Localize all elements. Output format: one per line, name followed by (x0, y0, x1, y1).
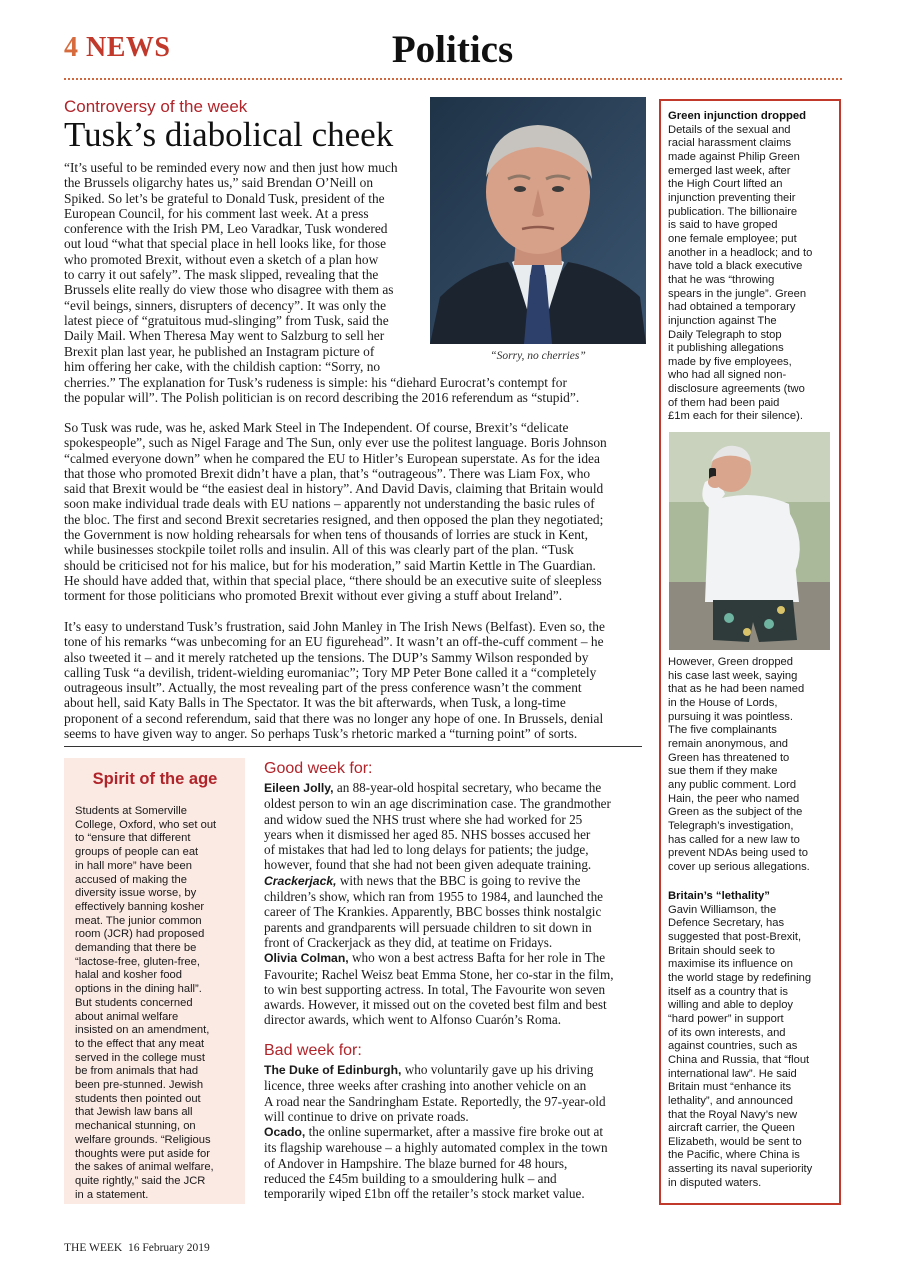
text-line: Elizabeth, would be sent to (668, 1135, 802, 1148)
text-line: spokespeople”, such as Nigel Farage and The Sun, only ever use the politest language. Boris Johnson (64, 435, 607, 451)
text-line: “evil beings, sinners, disrupters of decency”. It was only the (64, 297, 387, 313)
bad-week-heading: Bad week for: (264, 1042, 362, 1059)
text-line: of Andover in Hampshire. The blaze burned for 48 hours, (264, 1155, 568, 1171)
text-line: demanding that there be (75, 942, 197, 955)
article-headline: Tusk’s diabolical cheek (64, 115, 394, 154)
text-line: Spiked. So let’s be grateful to Donald Tusk, president of the (64, 190, 385, 206)
item-lead: The Duke of Edinburgh, (264, 1063, 402, 1077)
text-line: Green as the subject of the (668, 806, 803, 819)
text-line: It’s easy to understand Tusk’s frustration, said John Manley in The Irish News (Belfast). Even so, the (64, 619, 605, 634)
text-line: his case last week, saying (668, 669, 798, 682)
man-on-phone-photo (669, 432, 830, 650)
article-kicker: Controversy of the week (64, 97, 248, 116)
text-line: welfare grounds. “Religious (75, 1133, 211, 1146)
text-line: Telegraph’s investigation, (668, 819, 794, 832)
text-line: thoughts were put aside for (75, 1147, 210, 1160)
text-line: quite rightly,” said the JCR (75, 1174, 206, 1187)
text-line: Brexit plan last year, he published an Instagram picture of (64, 343, 375, 359)
text-line: “calmed everyone down” when he compared the EU to Hitler’s European superstate. As for the idea (64, 450, 600, 466)
section-name: NEWS (86, 32, 171, 63)
text-line: itself as a country that is (668, 985, 789, 998)
sidebar-story-2 (668, 890, 812, 1190)
text-line: Students at Somerville (75, 805, 187, 817)
text-line: He should have added that, within that special place, “there should be an executive suite of sleepless (64, 572, 602, 588)
portrait-illustration (430, 97, 646, 344)
text-line: the popular will”. The Polish politician is on record describing the 2016 referendum as “stupid”. (64, 390, 580, 406)
text-line: awards. However, it missed out on the coveted best film and best (264, 997, 607, 1013)
text-line: be from animals that had (75, 1065, 199, 1078)
text-line: effectively banning kosher (75, 900, 205, 913)
list-item-first-line (264, 1124, 644, 1140)
text-line: room (JCR) had proposed (75, 928, 205, 941)
text-line: any public comment. Lord (668, 778, 797, 791)
text-line: temporarily wiped £1bn off the retailer’s stock market value. (264, 1186, 585, 1202)
text-line: disclosure agreements (two (668, 383, 805, 396)
item-text: with news that the BBC is going to revive the (336, 872, 581, 888)
sidebar-story-1-cont (668, 656, 810, 875)
text-line: is said to have groped (668, 219, 778, 232)
text-line: sue them if they make (668, 765, 778, 778)
text-line: outrageous insult”. Actually, the most revealing part of the press conference wasn’t the comment (64, 680, 582, 696)
text-line: of its own interests, and (668, 1026, 786, 1039)
text-line: should be criticised not for his malice, but for his moderation,” said Martin Kettle in The Guardian. (64, 557, 596, 573)
item-text: who won a best actress Bafta for her role in The (348, 950, 606, 966)
text-line: Details of the sexual and (668, 123, 791, 136)
text-line: however, found that she had not been given adequate training. (264, 857, 592, 873)
text-line: in a statement. (75, 1188, 149, 1201)
text-line: that the Royal Navy’s new (668, 1108, 798, 1121)
text-line: emerged last week, after (668, 164, 791, 177)
text-line: spears in the jungle”. Green (668, 287, 807, 300)
header-divider (64, 78, 842, 80)
text-line: Brussels elite really do view those who disagree with them as (64, 282, 394, 298)
text-line: aircraft carrier, the Queen (668, 1122, 795, 1135)
text-line: the world stage by redefining (668, 971, 812, 984)
text-line: Hain, the peer who named (668, 792, 800, 805)
article-paragraph-1 (64, 160, 426, 374)
spirit-of-the-age-box (64, 758, 245, 1204)
text-line: calling Tusk “a devilish, trident-wielding euromaniac”; Tory MP Peter Bone called it a “completely (64, 664, 597, 680)
text-line: children’s show, which ran from 1955 to 1984, and launched the (264, 889, 604, 905)
text-line: also tweeted it – and it merely ratcheted up the tensions. The DUP’s Sammy Wilson responded by (64, 649, 589, 665)
text-line: However, Green dropped (668, 656, 794, 668)
text-line: who had all signed non- (668, 369, 787, 382)
text-line: who promoted Brexit, without even a sketch of a plan how (64, 251, 379, 267)
section-number: 4 (64, 32, 79, 63)
text-line: students then pointed out (75, 1092, 201, 1105)
text-line: it publishing allegations (668, 342, 784, 355)
text-line: £1m each for their silence). (668, 410, 803, 423)
text-line: the Pacific, where China is (668, 1149, 800, 1162)
item-lead: Ocado, (264, 1125, 306, 1140)
photo-caption: “Sorry, no cherries” (490, 350, 586, 362)
text-line: China and Russia, that “flout (668, 1053, 810, 1066)
text-line: to “ensure that different (75, 832, 191, 845)
item-lead: Olivia Colman, (264, 951, 349, 966)
text-line: accused of making the (75, 873, 187, 886)
text-line: about animal welfare (75, 1010, 179, 1023)
text-line: that those who promoted Brexit didn’t have a plan, that’s “outrageous”. There was Liam Fox, who (64, 465, 591, 481)
portrait-photo (430, 97, 646, 344)
item-lead: Crackerjack, (264, 873, 337, 888)
text-line: had obtained a temporary (668, 301, 796, 314)
text-line: cherries.” The explanation for Tusk’s rudeness is simple: his “diehard Eurocrat’s contempt for (64, 375, 567, 390)
text-line: the bloc. The first and second Brexit secretaries resigned, and then opposed the plan they negotiated; (64, 511, 604, 527)
text-line: has called for a new law to (668, 833, 800, 846)
text-line: served in the college must (75, 1051, 205, 1064)
text-line: seems to have given way to anger. So perhaps Tusk’s rhetoric marked a “turning point” of sorts. (64, 726, 578, 742)
text-line: reduced the £45m building to a smouldering hulk – and (264, 1171, 557, 1187)
text-line: remain anonymous, and (668, 737, 789, 750)
spirit-body (75, 805, 235, 1202)
text-line: have told a black executive (668, 260, 803, 273)
item-lead: Eileen Jolly, (264, 781, 334, 795)
text-line: Gavin Williamson, the (668, 903, 777, 916)
list-item-first-line (264, 950, 644, 966)
text-line: oldest person to win an age discrimination case. The grandmother (264, 796, 611, 812)
text-line: soon make individual trade deals with EU nations – apparently not understanding the basic rules of (64, 496, 595, 512)
text-line: latest piece of “gratuitous mud-slinging” from Tusk, said the (64, 312, 389, 328)
text-line: the sakes of animal welfare, (75, 1161, 214, 1174)
text-line: European Council, for his comment last week. At a press (64, 205, 369, 221)
text-line: torment for those politicians who promoted Brexit without ever giving a stuff about Ireland”. (64, 588, 563, 604)
article-paragraph-3 (64, 619, 644, 741)
text-line: the Brussels oligarchy hates us,” said Brendan O’Neill on (64, 175, 374, 191)
text-line: front of Crackerjack as they did, at teatime on Fridays. (264, 934, 553, 950)
text-line: The five complainants (668, 724, 777, 737)
man-on-phone-illustration (669, 432, 830, 650)
text-line: the Government is now holding rehearsals for when tens of thousands of lorries are stuck in Kent, (64, 527, 588, 543)
text-line: in hall more” have been (75, 859, 192, 872)
sidebar-story-1-heading: Green injunction dropped (668, 110, 807, 122)
article-divider (64, 746, 642, 747)
text-line: maximise its influence on (668, 958, 793, 971)
text-line: “It’s useful to be reminded every now and then just how much (64, 160, 398, 175)
text-line: diversity issue worse, by (75, 887, 197, 900)
text-line: publication. The billionaire (668, 205, 798, 218)
text-line: tone of his remarks “was unbecoming for an EU figurehead”. It wasn’t an off-the-cuff comment – he (64, 634, 604, 650)
text-line: groups of people can eat (75, 846, 199, 859)
text-line: said that Brexit would be “the easiest deal in history”. And David Davis, claiming that Britain would (64, 481, 604, 497)
text-line: College, Oxford, who set out (75, 818, 217, 831)
text-line: made against Philip Green (668, 150, 800, 163)
bad-week-list (264, 1062, 644, 1202)
text-line: A road near the Sandringham Estate. Reportedly, the 97-year-old (264, 1093, 606, 1109)
text-line: licence, three weeks after crashing into another vehicle on an (264, 1078, 587, 1094)
article-paragraph-2 (64, 420, 644, 604)
item-text: who voluntarily gave up his driving (401, 1062, 594, 1077)
sidebar-story-1 (668, 110, 812, 424)
text-line: that as he had been named (668, 683, 805, 696)
text-line: So Tusk was rude, was he, asked Mark Steel in The Independent. Of course, Brexit’s “delicate (64, 420, 569, 435)
text-line: years when it dismissed her aged 85. NHS bosses accused her (264, 826, 591, 842)
text-line: options in the dining hall”. (75, 983, 202, 996)
text-line: director awards, which went to Alfonso Cuarón’s Roma. (264, 1012, 562, 1028)
sidebar-story-2-heading: Britain’s “lethality” (668, 890, 770, 902)
text-line: international law”. He said (668, 1067, 797, 1080)
text-line: another in a headlock; and to (668, 246, 813, 259)
text-line: of mistakes that had led to long delays for patients; the judge, (264, 842, 589, 858)
text-line: in disputed waters. (668, 1176, 762, 1189)
list-item-first-line (264, 1062, 644, 1078)
text-line: conference with the Irish PM, Leo Varadkar, Tusk wondered (64, 221, 388, 237)
text-line: been pre-stunned. Jewish (75, 1079, 204, 1092)
text-line: while businesses stockpile toilet rolls and insulin. All of this was clearly part of the plan. “Tusk (64, 542, 574, 558)
text-line: and widow sued the NHS trust where she had worked for 25 (264, 811, 583, 827)
text-line: “lactose-free, gluten-free, (75, 955, 200, 968)
text-line: one female employee; put (668, 232, 797, 245)
text-line: meat. The junior common (75, 914, 202, 927)
text-line: Green has threatened to (668, 751, 790, 764)
text-line: that he was “throwing (668, 273, 775, 286)
text-line: mechanical stunning, on (75, 1120, 196, 1133)
text-line: halal and kosher food (75, 969, 182, 982)
text-line: to win best supporting actress. In total, The Favourite won seven (264, 981, 606, 997)
text-line: against countries, such as (668, 1040, 798, 1053)
page-title: Politics (391, 28, 514, 71)
text-line: in the House of Lords, (668, 696, 778, 709)
text-line: Daily Telegraph to stop (668, 328, 782, 341)
item-text: an 88-year-old hospital secretary, who became the (333, 780, 602, 795)
text-line: prevent NDAs being used to (668, 847, 808, 860)
text-line: suggested that post-Brexit, (668, 930, 802, 943)
text-line: willing and able to deploy (668, 999, 794, 1012)
text-line: cover up serious allegations. (668, 860, 810, 873)
text-line: proponent of a second referendum, said that there was no longer any hope of one. In Brussels, denial (64, 710, 604, 726)
text-line: Daily Mail. When Theresa May went to Salzburg to sell her (64, 328, 385, 344)
text-line: injunction against The (668, 314, 777, 327)
text-line: to carry it out safely”. The mask slipped, revealing that the (64, 267, 379, 283)
text-line: parents and grandparents will persuade children to sit down in (264, 919, 592, 935)
text-line: to the effect that any meat (75, 1037, 205, 1050)
spirit-title: Spirit of the age (92, 770, 218, 788)
text-line: injunction preventing their (668, 191, 796, 204)
good-week-heading: Good week for: (264, 760, 373, 777)
text-line: “hard power” in support (668, 1012, 784, 1025)
text-line: of them had been paid (668, 396, 780, 409)
list-item-first-line (264, 873, 644, 889)
text-line: Favourite; Rachel Weisz beat Emma Stone, her co-star in the film, (264, 966, 614, 982)
text-line: pursuing it was pointless. (668, 710, 793, 723)
text-line: him offering her cake, with the childish caption: “Sorry, no (64, 358, 381, 374)
text-line: Britain must “enhance its (668, 1081, 792, 1094)
text-line: its flagship warehouse – a highly automated complex in the town (264, 1140, 608, 1156)
text-line: But students concerned (75, 996, 193, 1009)
text-line: career of The Krankies. Apparently, BBC bosses think nostalgic (264, 904, 602, 920)
article-paragraph-1-cont (64, 375, 644, 406)
text-line: insisted on an amendment, (75, 1024, 210, 1037)
text-line: racial harassment claims (668, 137, 792, 150)
good-week-list (264, 780, 644, 1028)
page-footer: THE WEEK 16 February 2019 (64, 1242, 210, 1254)
text-line: lethality”, and announced (668, 1094, 794, 1107)
text-line: Defence Secretary, has (668, 917, 785, 930)
text-line: made by five employees, (668, 355, 792, 368)
text-line: that Jewish law bans all (75, 1106, 193, 1119)
item-text: the online supermarket, after a massive fire broke out at (305, 1124, 604, 1140)
text-line: the High Court lifted an (668, 178, 783, 191)
text-line: out loud “what that special place in hell looks like, for those (64, 236, 387, 252)
text-line: about hell, said Katy Balls in The Spectator. It was the bit afterwards, when Tusk, a long-time (64, 695, 566, 711)
text-line: will continue to drive on private roads. (264, 1108, 469, 1124)
text-line: Britain should seek to (668, 944, 775, 957)
list-item-first-line (264, 780, 644, 796)
text-line: asserting its naval superiority (668, 1163, 813, 1176)
